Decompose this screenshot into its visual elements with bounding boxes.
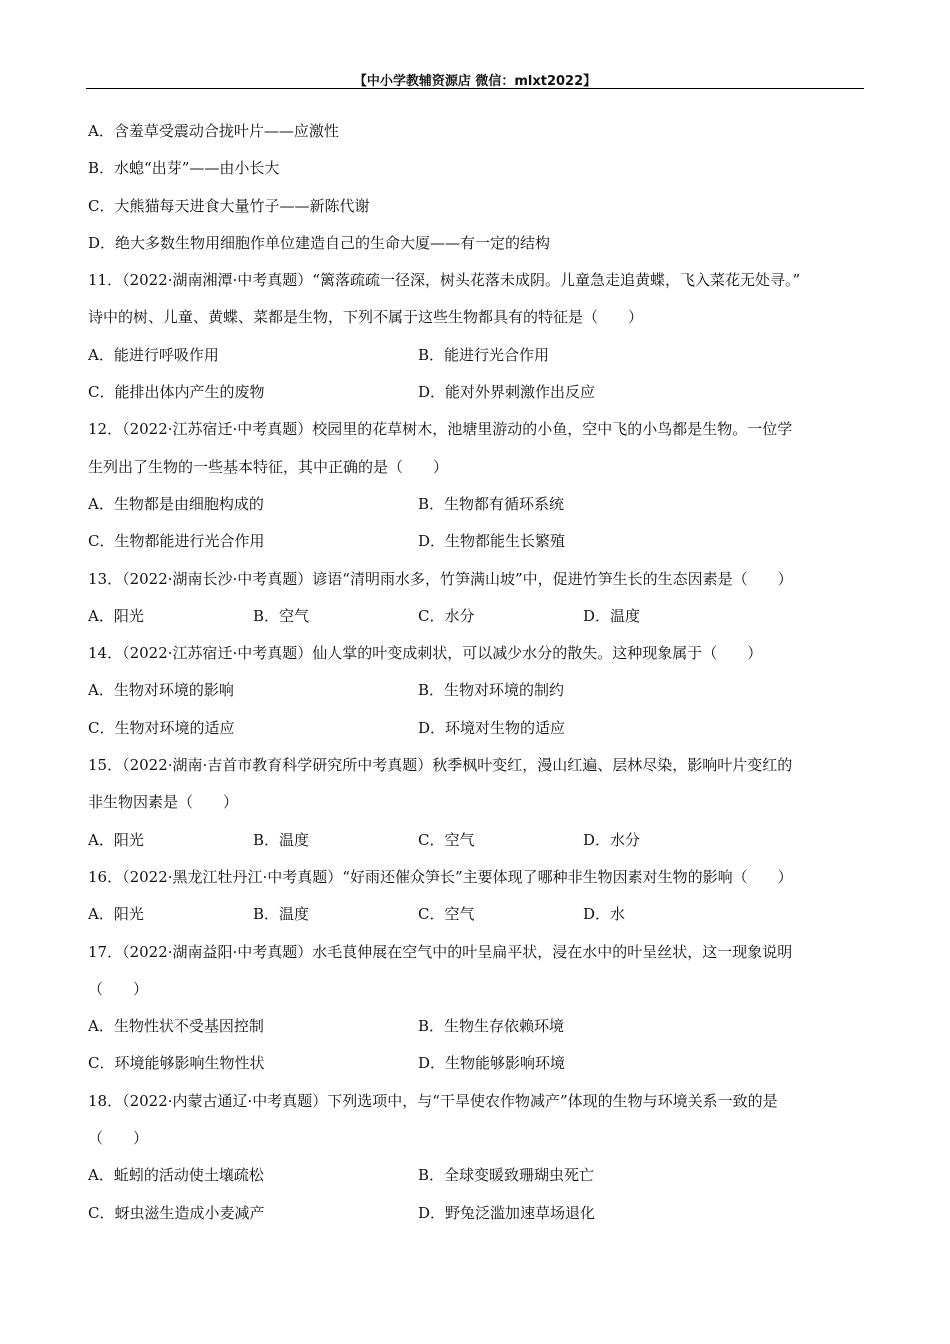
q17-option-c: C．环境能够影响生物性状 [88, 1054, 265, 1073]
q11-option-d: D．能对外界刺激作出反应 [418, 383, 596, 402]
q15-stem-line2 [88, 784, 866, 821]
q11-stem-line2 [88, 299, 866, 336]
q11-options-row1 [88, 337, 866, 374]
q10-option-c [88, 188, 866, 225]
q12-option-a: A．生物都是由细胞构成的 [88, 494, 264, 513]
q14-option-d: D．环境对生物的适应 [418, 718, 566, 737]
q14-options-row2 [88, 710, 866, 747]
q17-options-row2 [88, 1045, 866, 1082]
q16-option-d: D．水 [583, 905, 626, 924]
option-text: C．大熊猫每天进食大量竹子——新陈代谢 [88, 196, 370, 215]
q18-option-d: D．野兔泛滥加速草场退化 [418, 1203, 596, 1222]
question-text: 非生物因素是（ ） [88, 793, 239, 812]
question-text: 13．（2022·湖南长沙·中考真题）谚语“清明雨水多，竹笋满山坡”中，促进竹笋生长的生态因素是（ ） [88, 569, 793, 588]
q12-stem-line2 [88, 449, 866, 486]
q11-option-b: B．能进行光合作用 [418, 345, 550, 364]
q15-option-b: B．温度 [253, 830, 310, 849]
question-text: 诗中的树、儿童、黄蝶、菜都是生物，下列不属于这些生物都具有的特征是（ ） [88, 308, 644, 327]
page-header: 【中小学教辅资源店 微信：mlxt2022】 [353, 74, 597, 89]
q14-stem [88, 635, 866, 672]
question-text: （ ） [88, 979, 149, 998]
q15-stem-line1 [88, 747, 866, 784]
q10-option-b [88, 150, 866, 187]
q14-option-a: A．生物对环境的影响 [88, 681, 234, 700]
q12-option-d: D．生物都能生长繁殖 [418, 532, 566, 551]
q14-option-b: B．生物对环境的制约 [418, 681, 565, 700]
q11-stem-line1 [88, 262, 866, 299]
q15-option-c: C．空气 [418, 830, 475, 849]
q18-stem-line2 [88, 1120, 866, 1157]
q13-options [88, 598, 866, 635]
q18-stem-line1 [88, 1083, 866, 1120]
q17-option-a: A．生物性状不受基因控制 [88, 1017, 264, 1036]
q10-option-a [88, 113, 866, 150]
q16-option-b: B．温度 [253, 905, 310, 924]
question-list [88, 113, 866, 1232]
q18-options-row1 [88, 1157, 866, 1194]
q12-options-row1 [88, 486, 866, 523]
question-text: 12．（2022·江苏宿迁·中考真题）校园里的花草树木，池塘里游动的小鱼，空中飞的小鸟都是生物。一位学 [88, 420, 793, 439]
q12-stem-line1 [88, 411, 866, 448]
q13-option-d: D．温度 [583, 606, 641, 625]
q16-option-a: A．阳光 [88, 905, 144, 924]
q16-stem [88, 859, 866, 896]
q17-options-row1 [88, 1008, 866, 1045]
q17-stem-line1 [88, 934, 866, 971]
q15-option-d: D．水分 [583, 830, 641, 849]
option-text: D．绝大多数生物用细胞作单位建造自己的生命大厦——有一定的结构 [88, 233, 551, 252]
question-text: 14．（2022·江苏宿迁·中考真题）仙人掌的叶变成刺状，可以减少水分的散失。这种现象属于（ ） [88, 644, 763, 663]
q17-option-d: D．生物能够影响环境 [418, 1054, 566, 1073]
question-text: 16．（2022·黑龙江牡丹江·中考真题）“好雨还催众笋长”主要体现了哪种非生物因素对生物的影响（ ） [88, 867, 793, 886]
question-text: （ ） [88, 1129, 149, 1148]
option-text: A．含羞草受震动合拢叶片——应激性 [88, 122, 339, 140]
q15-option-a: A．阳光 [88, 830, 144, 849]
q18-option-a: A．蚯蚓的活动使土壤疏松 [88, 1166, 264, 1185]
q13-option-b: B．空气 [253, 606, 310, 625]
q14-options-row1 [88, 672, 866, 709]
question-text: 11．（2022·湖南湘潭·中考真题）“篱落疏疏一径深，树头花落未成阴。儿童急走追黄蝶，飞入菜花无处寻。” [88, 271, 801, 290]
q16-option-c: C．空气 [418, 905, 475, 924]
question-text: 生列出了生物的一些基本特征，其中正确的是（ ） [88, 457, 449, 476]
q10-option-d [88, 225, 866, 262]
header-divider [86, 88, 864, 89]
q12-option-c: C．生物都能进行光合作用 [88, 532, 265, 551]
question-text: 17．（2022·湖南益阳·中考真题）水毛茛伸展在空气中的叶呈扁平状，浸在水中的叶呈丝状，这一现象说明 [88, 942, 793, 961]
q12-option-b: B．生物都有循环系统 [418, 494, 565, 513]
q11-options-row2 [88, 374, 866, 411]
q14-option-c: C．生物对环境的适应 [88, 718, 235, 737]
q15-options [88, 822, 866, 859]
q13-option-c: C．水分 [418, 606, 475, 625]
q18-option-b: B．全球变暖致珊瑚虫死亡 [418, 1166, 595, 1185]
q17-stem-line2 [88, 971, 866, 1008]
q11-option-c: C．能排出体内产生的废物 [88, 383, 265, 402]
question-text: 15．（2022·湖南·吉首市教育科学研究所中考真题）秋季枫叶变红，漫山红遍、层林尽染，影响叶片变红的 [88, 756, 793, 775]
q11-option-a: A．能进行呼吸作用 [88, 345, 219, 364]
question-text: 18．（2022·内蒙古通辽·中考真题）下列选项中，与“干旱使农作物减产”体现的生物与环境关系一致的是 [88, 1091, 778, 1110]
q12-options-row2 [88, 523, 866, 560]
option-text: B．水螅“出芽”——由小长大 [88, 159, 280, 178]
q17-option-b: B．生物生存依赖环境 [418, 1017, 565, 1036]
q18-option-c: C．蚜虫滋生造成小麦减产 [88, 1203, 265, 1222]
q13-option-a: A．阳光 [88, 606, 144, 625]
q18-options-row2 [88, 1195, 866, 1232]
q16-options [88, 896, 866, 933]
q13-stem [88, 561, 866, 598]
